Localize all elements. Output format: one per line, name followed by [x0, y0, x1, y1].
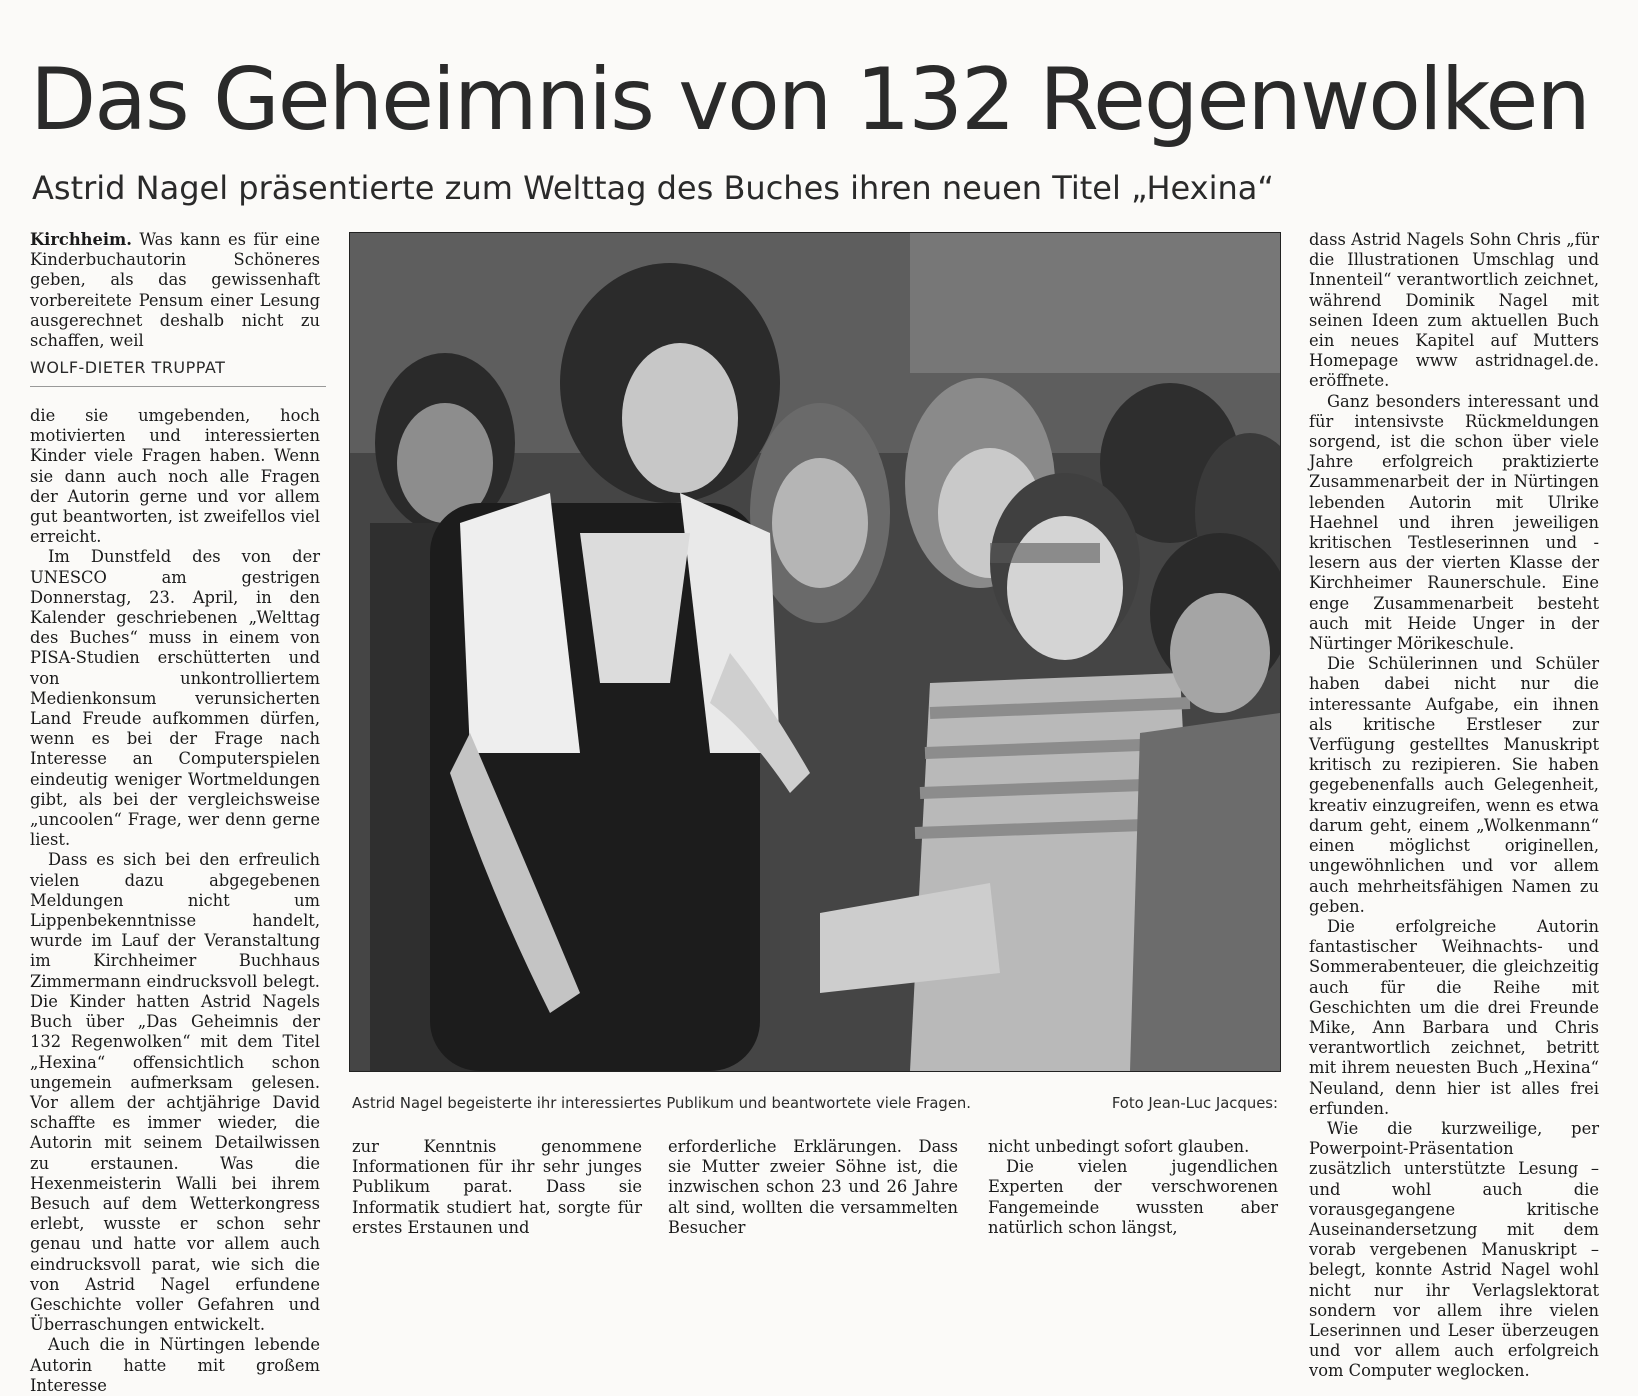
byline-divider: [30, 386, 326, 387]
caption-text: Astrid Nagel begeisterte ihr interessiertes Publikum und beantwortete viele Fragen.: [352, 1095, 972, 1112]
photo-caption: [352, 1095, 1278, 1112]
paragraph: erforderliche Erklärungen. Dass sie Mutter zweier Söhne ist, die inzwischen schon 23 und 26 Jahre alt sind, wollten die versammelten Besucher: [668, 1137, 958, 1237]
author-byline: WOLF-DIETER TRUPPAT: [30, 358, 226, 377]
paragraph: Im Dunstfeld des von der UNESCO am gestrigen Donnerstag, 23. April, in den Kalender geschriebenen „Welttag des Buches“ muss in einem von PISA-Studien erschütterten und von unkontrolliertem Medienkonsum verunsicherten Land Freude aufkommen dürfen, wenn es bei der Frage nach Interesse an Computerspielen eindeutig weniger Wortmeldungen gibt, als bei der vergleichsweise „uncoolen“ Frage, wer denn gerne liest.: [30, 547, 320, 850]
paragraph: Ganz besonders interessant und für intensivste Rückmeldungen sorgend, ist die schon über viele Jahre erfolgreich praktizierte Zusammenarbeit der in Nürtingen lebenden Autorin mit Ulrike Haehnel und ihren jeweiligen kritischen Testleserinnen und -lesern aus der vierten Klasse der Kirchheimer Raunerschule. Eine enge Zusammenarbeit besteht auch mit Heide Unger in der Nürtinger Mörikeschule.: [1309, 391, 1599, 654]
paragraph: Wie die kurzweilige, per Powerpoint-Präsentation zusätzlich unterstützte Lesung – und wohl auch die vorausgegangene kritische Auseinandersetzung mit dem vorab vergebenen Manuskript – belegt, konnte Astrid Nagel wohl nicht nur ihr Verlagslektorat sondern vor allem ihre vielen Leserinnen und Leser überzeugen und vor allem auch erfolgreich vom Computer weglocken.: [1309, 1118, 1599, 1381]
photo-credit: Foto Jean-Luc Jacques:: [1111, 1095, 1278, 1112]
article-column-3: [668, 1137, 958, 1238]
paragraph: Dass es sich bei den erfreulich vielen dazu abgegebenen Meldungen nicht um Lippenbekenntnisse handelt, wurde im Lauf der Veranstaltung im Kirchheimer Buchhaus Zimmermann eindrucksvoll belegt. Die Kinder hatten Astrid Nagels Buch über „Das Geheimnis der 132 Regenwolken“ mit dem Titel „Hexina“ offensichtlich schon ungemein aufmerksam gelesen. Vor allem der achtjährige David schaffte es immer wieder, die Autorin mit seinem Detailwissen zu erstaunen. Was die Hexenmeisterin Walli bei ihrem Besuch auf dem Wetterkongress erlebt, wusste er schon sehr genau und hatte vor allem auch eindrucksvoll parat, wie sich die von Astrid Nagel erfundene Geschichte voller Gefahren und Überraschungen entwickelt.: [30, 850, 320, 1335]
paragraph: Die erfolgreiche Autorin fantastischer Weihnachts- und Sommerabenteuer, die gleichzeitig auch für die Reihe mit Geschichten um die drei Freunde Mike, Ann Barbara und Chris verantwortlich zeichnet, betritt mit ihrem neuesten Buch „Hexina“ Neuland, denn hier ist alles frei erfunden.: [1309, 916, 1599, 1118]
paragraph: Die Schülerinnen und Schüler haben dabei nicht nur die interessante Aufgabe, ein ihnen als kritische Erstleser zur Verfügung gestelltes Manuskript kritisch zu rezipieren. Sie haben gegebenenfalls auch Gelegenheit, kreativ einzugreifen, wenn es etwa darum geht, einem „Wolkenmann“ einen möglichst originellen, ungewöhnlichen und vor allem auch mehrheitsfähigen Namen zu geben.: [1309, 654, 1599, 916]
article-column-2: [352, 1137, 642, 1238]
photo-scene: [350, 233, 1280, 1071]
paragraph: zur Kenntnis genommene Informationen für ihr sehr junges Publikum parat. Dass sie Informatik studiert hat, sorgte für erstes Erstaunen und: [352, 1137, 642, 1237]
paragraph: die sie umgebenden, hoch motivierten und interessierten Kinder viele Fragen haben. Wenn sie dann auch noch alle Fragen der Autorin gerne und vor allem gut beantworten, ist zweifellos viel erreicht.: [30, 406, 320, 547]
subheadline: Astrid Nagel präsentierte zum Welttag des Buches ihren neuen Titel „Hexina“: [32, 169, 1274, 207]
headline: Das Geheimnis von 132 Regenwolken: [30, 50, 1589, 150]
paragraph: Auch die in Nürtingen lebende Autorin hatte mit großem Interesse: [30, 1335, 320, 1395]
article-column-4: [988, 1137, 1278, 1238]
intro-text: Was kann es für eine Kinderbuchautorin Schöneres geben, als das gewissenhaft vorbereitete Pensum einer Lesung ausgerechnet deshalb nicht zu schaffen, weil: [30, 230, 320, 351]
article-column-1: [30, 230, 320, 351]
article-photo: [349, 232, 1281, 1072]
intro-paragraph: [30, 230, 320, 351]
paragraph: Die vielen jugendlichen Experten der verschworenen Fangemeinde wussten aber natürlich schon längst,: [988, 1157, 1278, 1237]
paragraph: nicht unbedingt sofort glauben.: [988, 1137, 1250, 1156]
dateline: Kirchheim.: [30, 230, 132, 249]
paragraph: dass Astrid Nagels Sohn Chris „für die Illustrationen Umschlag und Innenteil“ verantwortlich zeichnet, während Dominik Nagel mit seinen Ideen zum aktuellen Buch ein neues Kapitel auf Mutters Homepage www astridnagel.de. eröffnete.: [1309, 230, 1599, 391]
article-column-5: [1309, 230, 1599, 1382]
article-column-1-body: [30, 406, 320, 1396]
